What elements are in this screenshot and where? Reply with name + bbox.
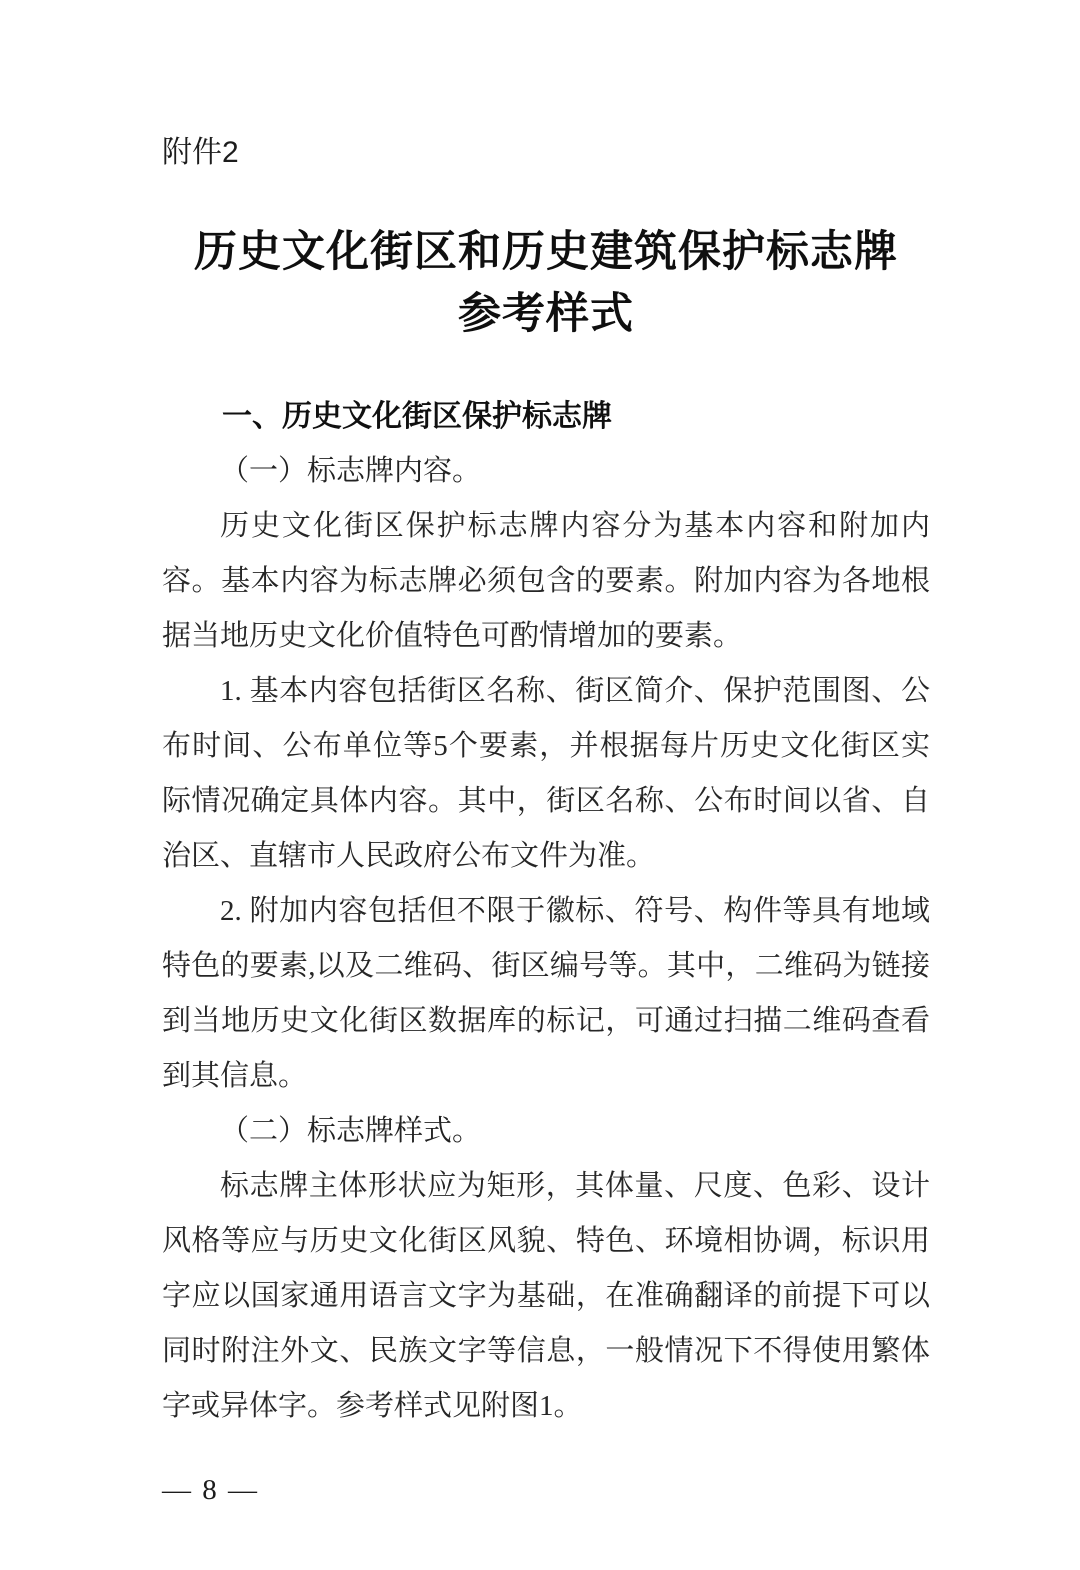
subsection-heading-1-2: （二）标志牌样式。 <box>220 1115 482 1147</box>
attachment-label: 附件2 <box>162 136 239 169</box>
paragraph-additional-content: 2. 附加内容包括但不限于徽标、符号、构件等具有地域特色的要素,以及二维码、街区编号等。其中，二维码为链接到当地历史文化街区数据库的标记，可通过扫描二维码查看到其信息。 <box>162 895 930 1092</box>
document-title <box>162 221 930 345</box>
document-title-line2: 参考样式 <box>458 290 634 338</box>
subsection-heading-1-1: （一）标志牌内容。 <box>220 455 482 487</box>
section-heading-1: 一、历史文化街区保护标志牌 <box>222 400 612 433</box>
paragraph-content-overview: 历史文化街区保护标志牌内容分为基本内容和附加内容。基本内容为标志牌必须包含的要素。附加内容为各地根据当地历史文化价值特色可酌情增加的要素。 <box>162 510 930 652</box>
paragraph-basic-content: 1. 基本内容包括街区名称、街区简介、保护范围图、公布时间、公布单位等5个要素，并根据每片历史文化街区实际情况确定具体内容。其中，街区名称、公布时间以省、自治区、直辖市人民政府公布文件为准。 <box>162 675 930 872</box>
paragraph-plaque-style: 标志牌主体形状应为矩形，其体量、尺度、色彩、设计风格等应与历史文化街区风貌、特色、环境相协调，标识用字应以国家通用语言文字为基础，在准确翻译的前提下可以同时附注外文、民族文字等信息，一般情况下不得使用繁体字或异体字。参考样式见附图1。 <box>162 1170 930 1422</box>
document-title-line1: 历史文化街区和历史建筑保护标志牌 <box>194 228 898 276</box>
page-number: — 8 — <box>162 1474 259 1506</box>
